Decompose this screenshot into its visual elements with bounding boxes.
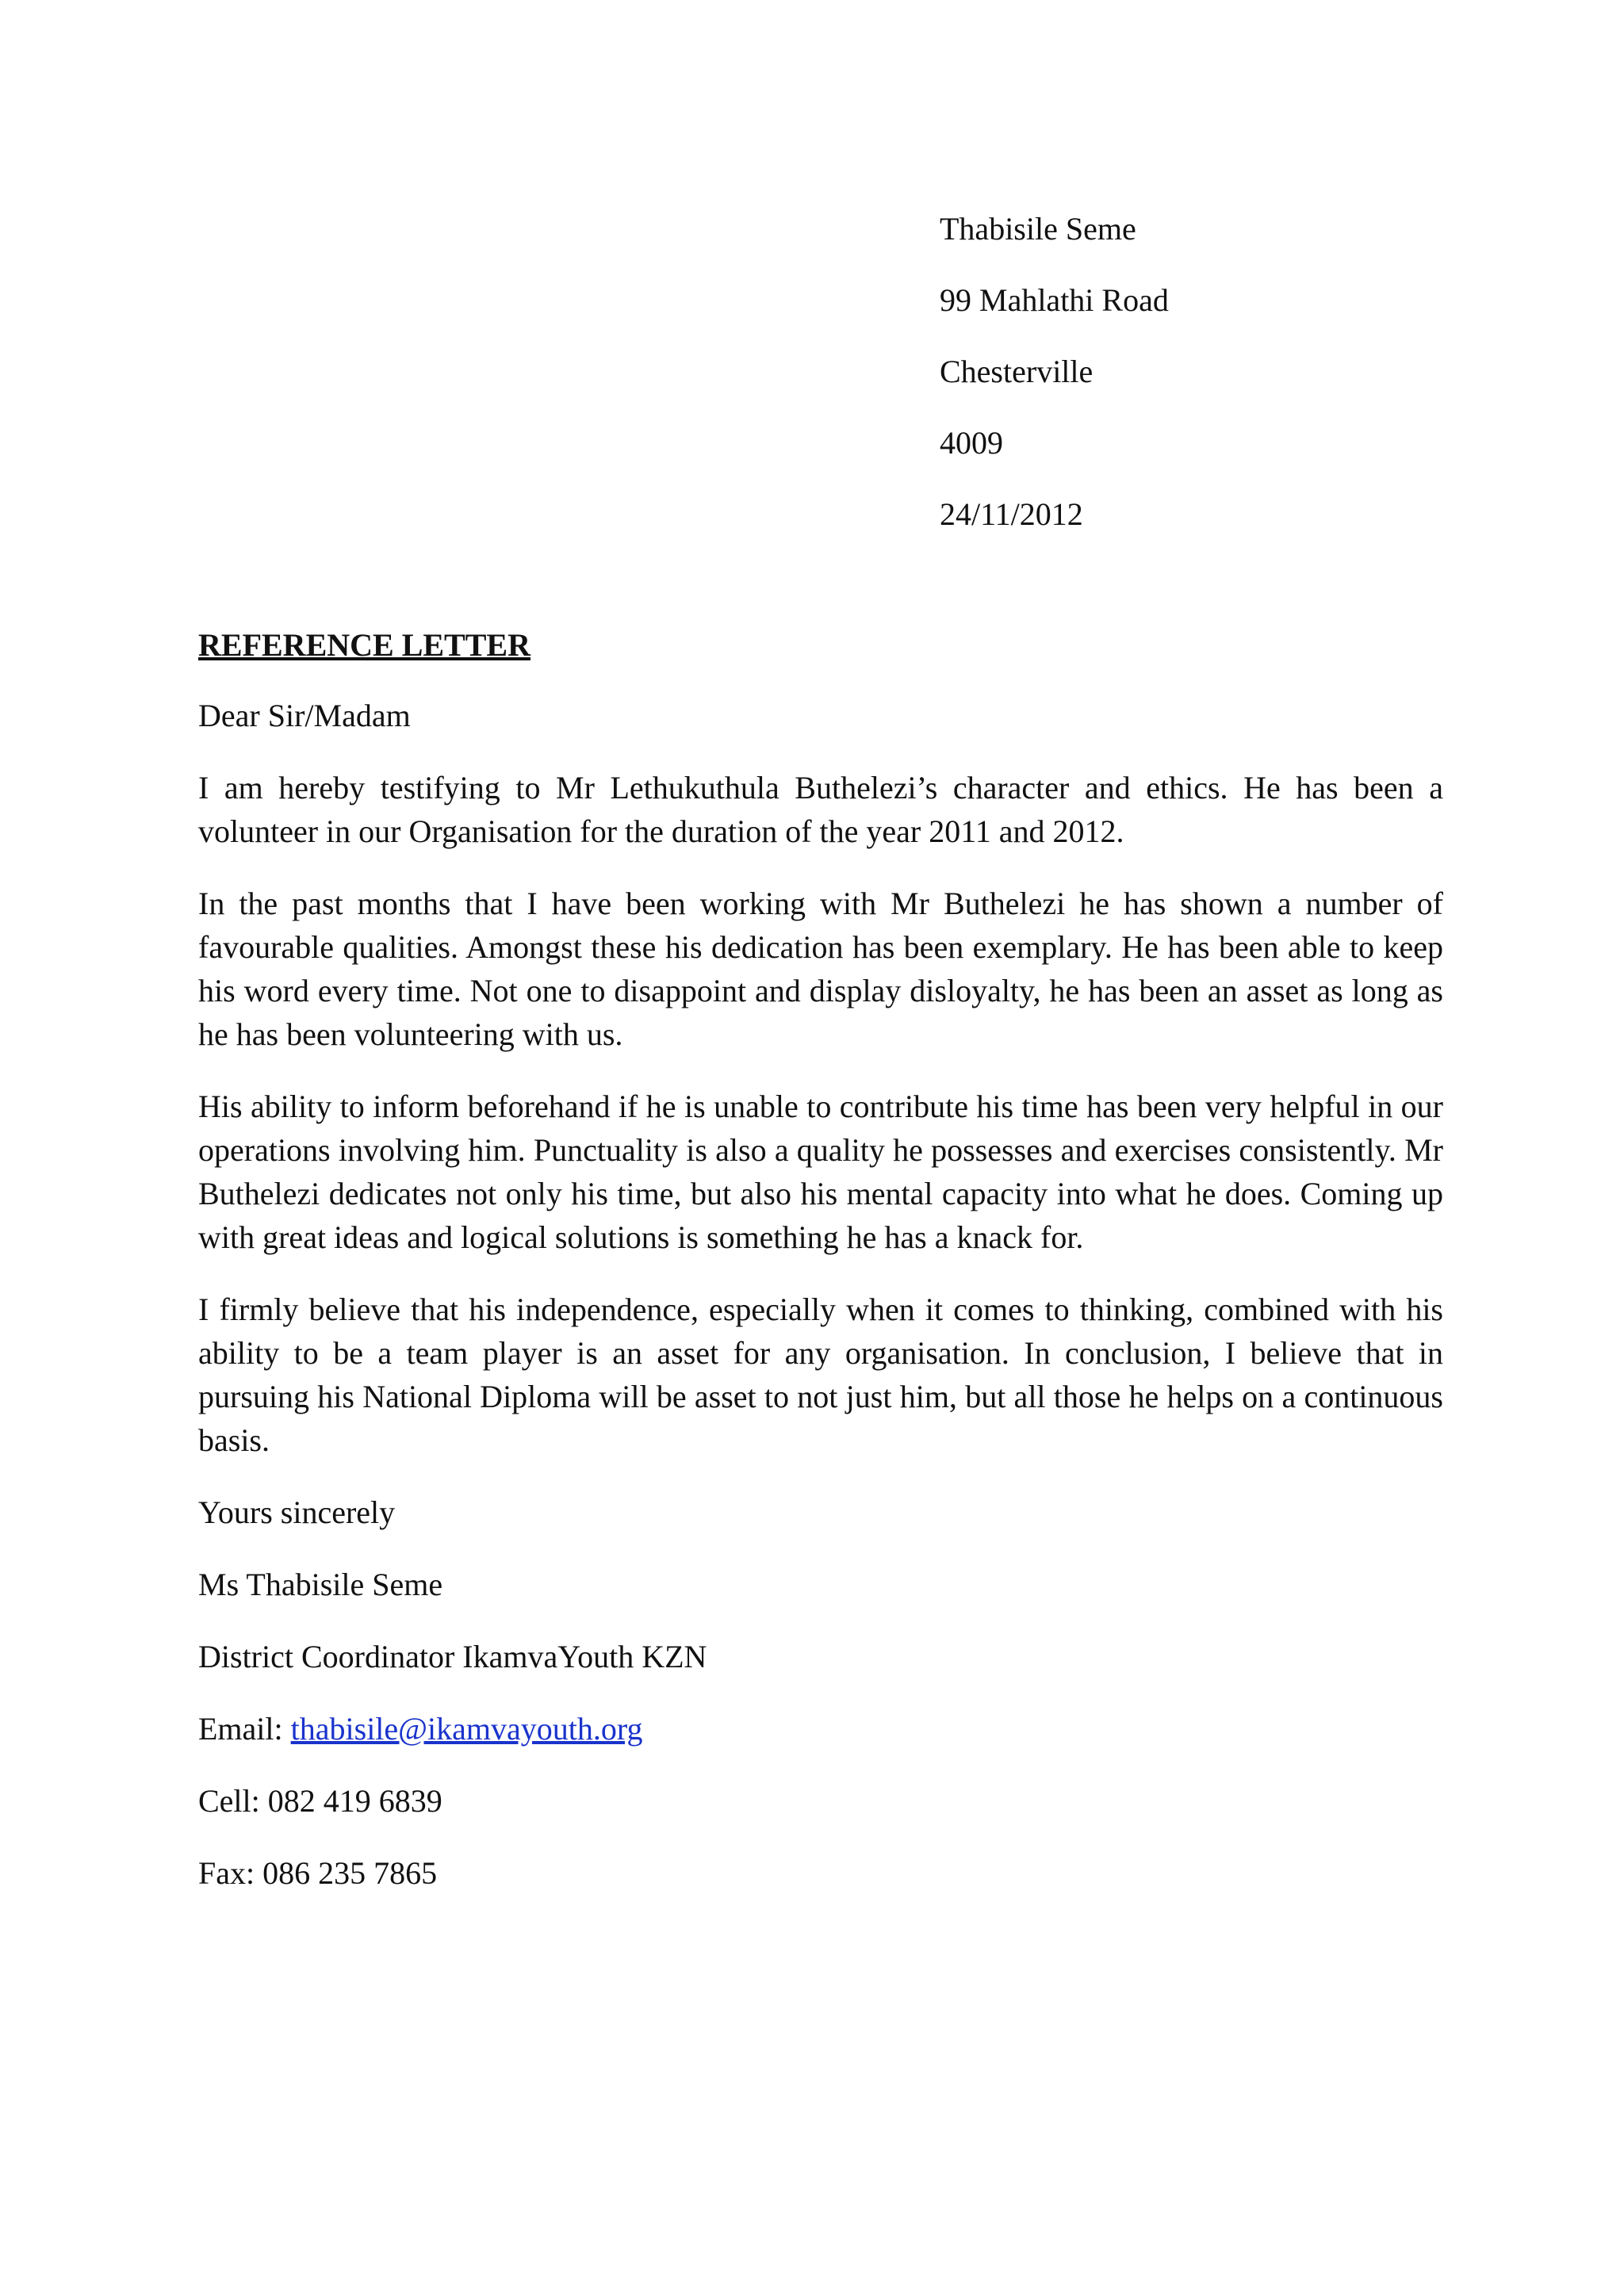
email-label: Email: (198, 1711, 291, 1747)
letter-heading: REFERENCE LETTER (198, 627, 530, 663)
sender-postal-code: 4009 (940, 425, 1003, 461)
salutation: Dear Sir/Madam (198, 698, 411, 733)
letter-body (198, 623, 1443, 1923)
signatory-title: District Coordinator IkamvaYouth KZN (198, 1639, 707, 1674)
paragraph-4: I firmly believe that his independence, especially when it comes to thinking, combined with his ability to be a team player is an asset for any organisation. In conclusion, I believe that in pursuing his National Diploma will be asset to not just him, but all those he helps on a continuous basis. (198, 1292, 1443, 1458)
fax-line: Fax: 086 235 7865 (198, 1855, 438, 1891)
sender-suburb: Chesterville (940, 354, 1094, 389)
sender-name: Thabisile Seme (940, 211, 1136, 247)
sender-street: 99 Mahlathi Road (940, 282, 1169, 318)
email-line (198, 1707, 1443, 1751)
closing: Yours sincerely (198, 1494, 396, 1530)
sender-address-block (940, 193, 1169, 550)
signatory-name: Ms Thabisile Seme (198, 1567, 443, 1602)
letter-date: 24/11/2012 (940, 496, 1083, 532)
paragraph-3: His ability to inform beforehand if he is unable to contribute his time has been very helpful in our operations involving him. Punctuality is also a quality he possesses and exercises consistently. Mr Buthelezi dedicates not only his time, but also his mental capacity into what he does. Coming up with great ideas and logical solutions is something he has a knack for. (198, 1089, 1443, 1255)
paragraph-2: In the past months that I have been working with Mr Buthelezi he has shown a number of favourable qualities. Amongst these his dedication has been exemplary. He has been able to keep his word every time. Not one to disappoint and display disloyalty, he has been an asset as long as he has been volunteering with us. (198, 886, 1443, 1052)
email-link[interactable]: thabisile@ikamvayouth.org (290, 1711, 643, 1747)
paragraph-1: I am hereby testifying to Mr Lethukuthula Buthelezi’s character and ethics. He has been a volunteer in our Organisation for the duration of the year 2011 and 2012. (198, 770, 1443, 849)
cell-line: Cell: 082 419 6839 (198, 1783, 442, 1819)
